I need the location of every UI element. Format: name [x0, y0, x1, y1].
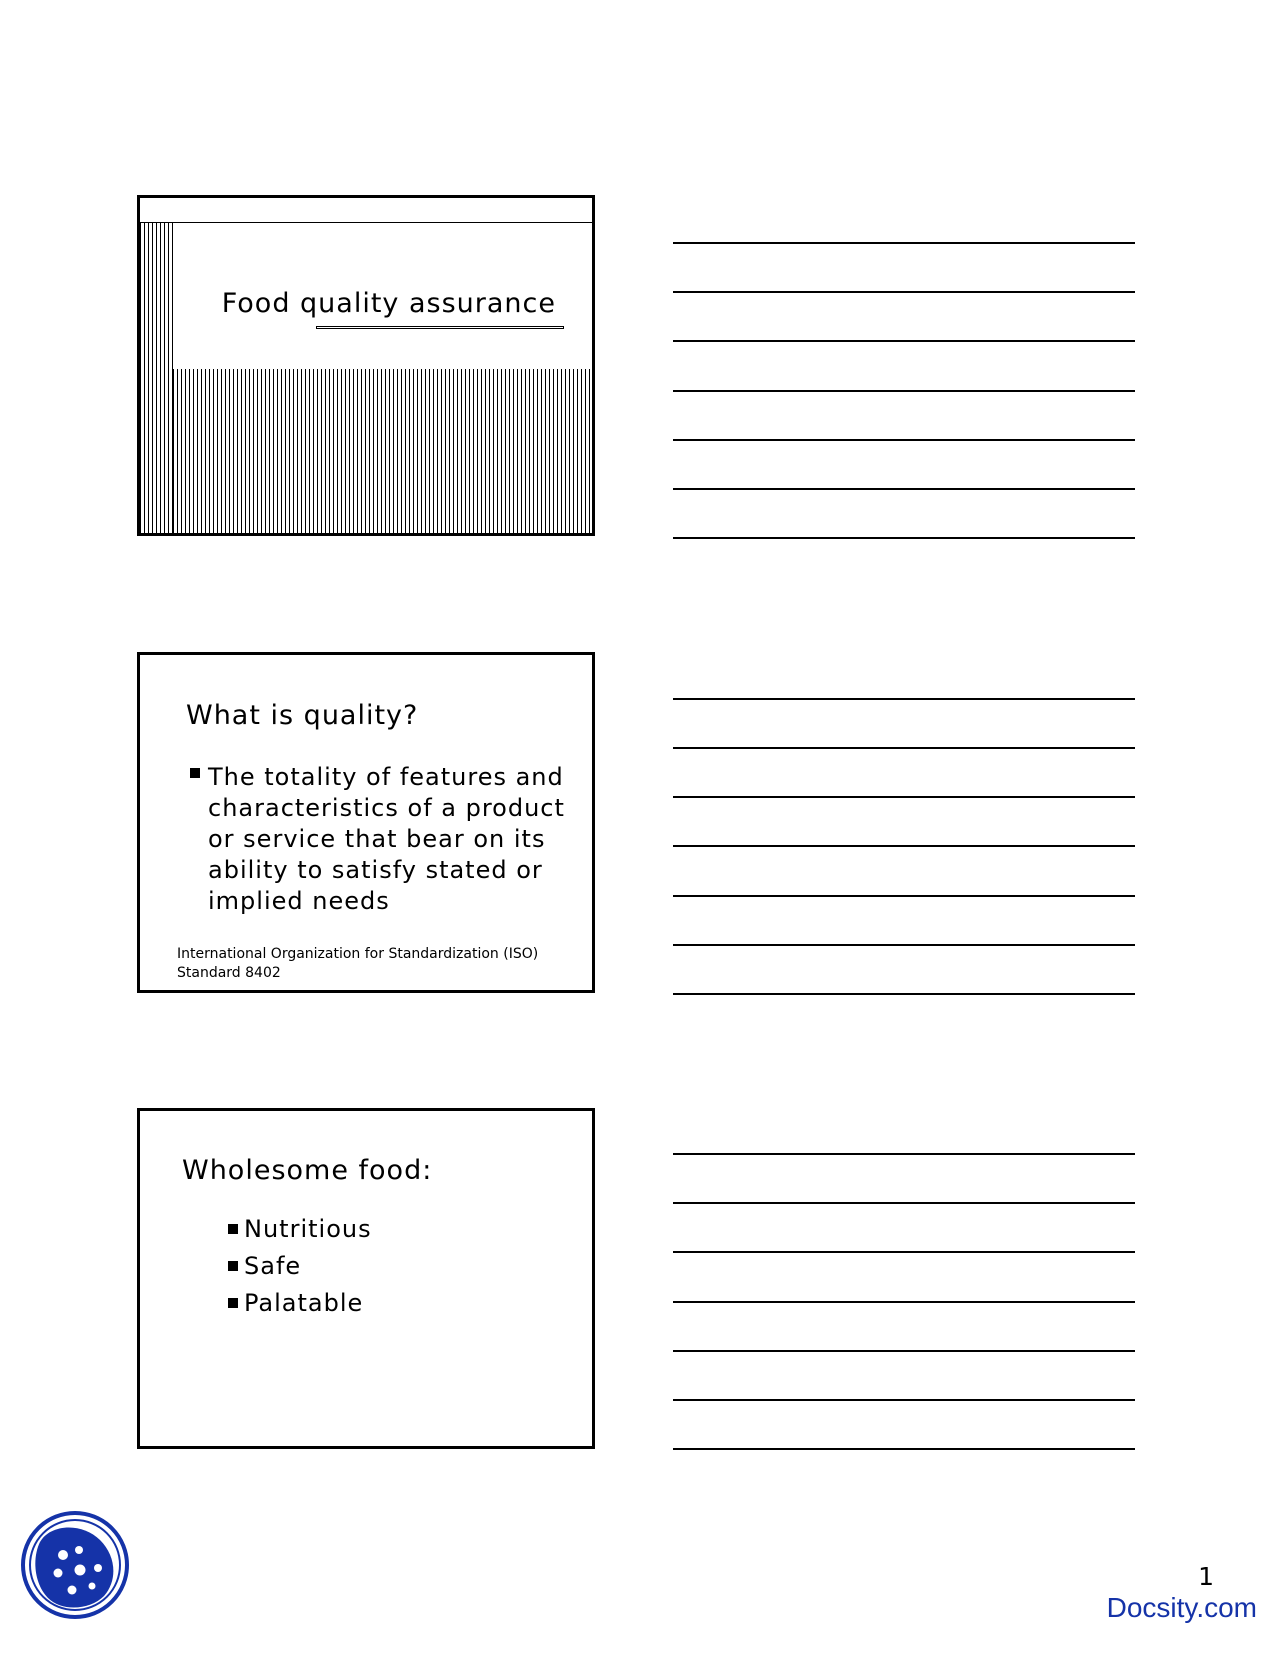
page-number: 1 — [1198, 1562, 1214, 1591]
note-line — [673, 993, 1135, 995]
slide-heading: Wholesome food: — [182, 1155, 433, 1186]
brand-link[interactable]: Docsity.com — [1106, 1592, 1257, 1623]
docsity-logo-icon — [20, 1510, 130, 1620]
note-line — [673, 1153, 1135, 1155]
slide-left-stripes — [140, 223, 173, 533]
slide-top-rule — [140, 222, 592, 223]
list-item — [228, 1211, 372, 1248]
list-item — [228, 1285, 372, 1322]
note-line — [673, 488, 1135, 490]
list-item-label: Safe — [244, 1252, 302, 1280]
note-line — [673, 537, 1135, 539]
title-underline — [316, 326, 564, 329]
note-line — [673, 390, 1135, 392]
note-line — [673, 242, 1135, 244]
slide-bottom-stripes — [173, 369, 592, 533]
source-line-1: International Organization for Standardization (ISO) — [177, 946, 539, 962]
note-line — [673, 1202, 1135, 1204]
bullet-text: The totality of features and characteristics of a product or service that bear on its ability to satisfy stated or implied needs — [208, 763, 565, 915]
note-line — [673, 439, 1135, 441]
note-line — [673, 340, 1135, 342]
source-citation — [177, 945, 538, 983]
slide-1 — [137, 195, 595, 536]
bullet-square-icon — [228, 1224, 238, 1234]
bullet-square-icon — [228, 1261, 238, 1271]
note-line — [673, 698, 1135, 700]
note-line — [673, 1350, 1135, 1352]
note-line — [673, 1251, 1135, 1253]
note-line — [673, 1399, 1135, 1401]
list-item-label: Palatable — [244, 1289, 364, 1317]
note-line — [673, 747, 1135, 749]
note-line — [673, 845, 1135, 847]
note-line — [673, 1301, 1135, 1303]
slide-title: Food quality assurance — [221, 288, 556, 319]
note-line — [673, 944, 1135, 946]
list-item — [228, 1248, 372, 1285]
bullet-list — [228, 1211, 372, 1322]
bullet-square-icon — [190, 768, 200, 778]
slide-3 — [137, 1108, 595, 1449]
note-line — [673, 895, 1135, 897]
bullet-square-icon — [228, 1298, 238, 1308]
note-line — [673, 291, 1135, 293]
source-line-2: Standard 8402 — [177, 965, 281, 981]
slide-heading: What is quality? — [186, 700, 419, 731]
note-line — [673, 1448, 1135, 1450]
note-line — [673, 796, 1135, 798]
list-item-label: Nutritious — [244, 1215, 372, 1243]
slide-2 — [137, 652, 595, 993]
